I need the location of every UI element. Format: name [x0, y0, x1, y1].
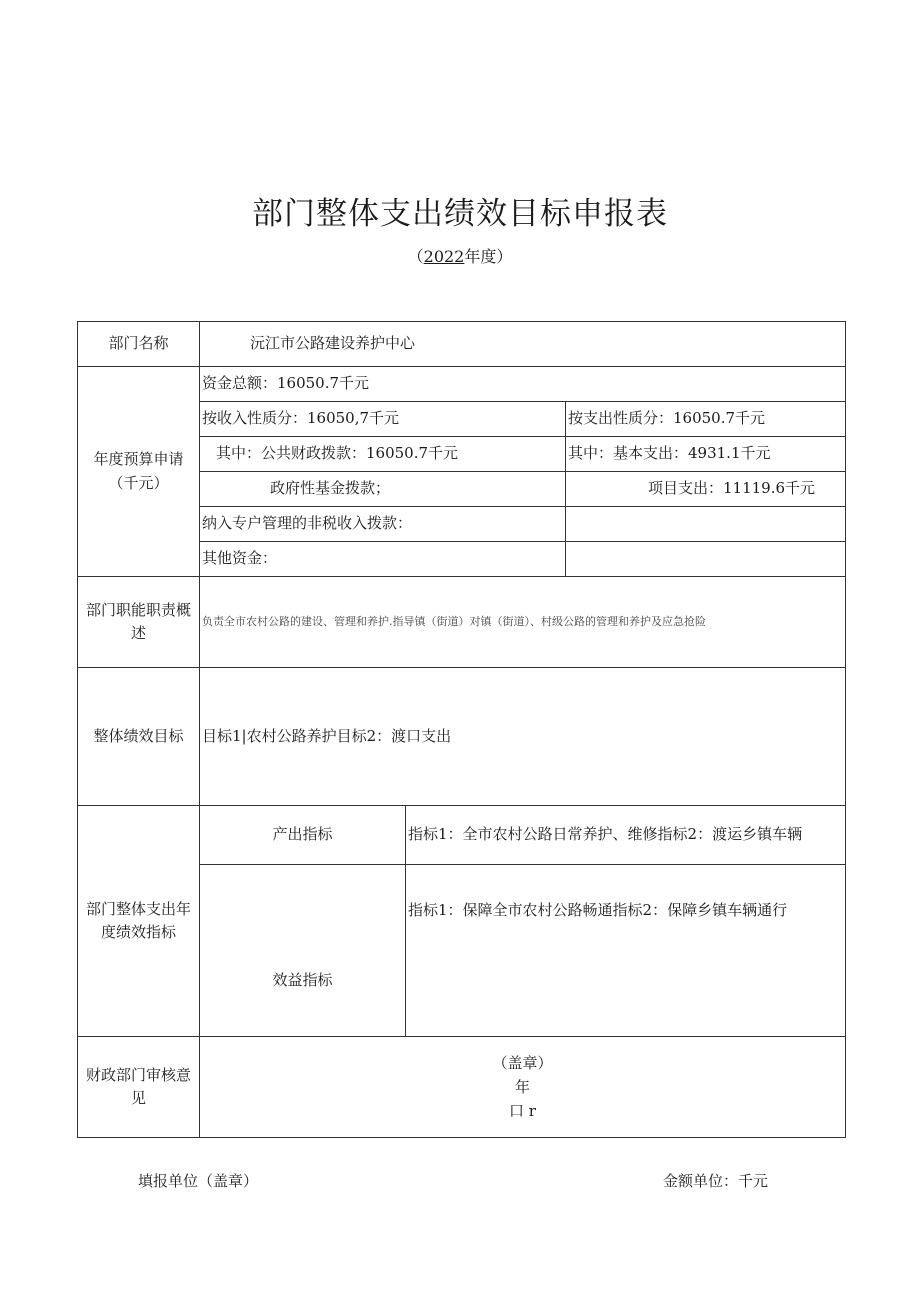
review-date: 口 r: [509, 1102, 536, 1120]
review-seal: （盖章）: [492, 1054, 553, 1072]
output-row: [78, 806, 846, 865]
duties-value: 负责全市农村公路的建设、管理和养护.指导镇（街道）对镇（街道）、村级公路的管理和养护及应急抢险: [200, 577, 846, 668]
budget-public-finance: 其中：公共财政拨款：16050.7千元: [200, 437, 566, 472]
goal-value: 目标1|农村公路养护目标2：渡口支出: [200, 668, 846, 806]
form-year: [0, 244, 920, 267]
budget-total: 资金总额：16050.7千元: [200, 367, 846, 402]
budget-other: 其他资金：: [200, 542, 566, 577]
budget-non-tax-blank: [566, 507, 846, 542]
goal-row: [78, 668, 846, 806]
budget-by-income: 按收入性质分：16050,7千元: [200, 402, 566, 437]
budget-label: 年度预算申请（千元）: [78, 367, 200, 577]
duties-label: 部门职能职责概述: [78, 577, 200, 668]
year-open: （: [407, 247, 424, 266]
performance-form-table: [77, 321, 846, 1138]
review-cell: [200, 1037, 846, 1138]
dept-row: [78, 322, 846, 367]
budget-gov-fund: 政府性基金拨款；: [200, 472, 566, 507]
output-value: 指标1：全市农村公路日常养护、维修指标2：渡运乡镇车辆: [406, 806, 846, 865]
footer-filling-unit: 填报单位（盖章）: [138, 1172, 259, 1190]
indicators-label: 部门整体支出年度绩效指标: [78, 806, 200, 1037]
duties-row: [78, 577, 846, 668]
budget-other-blank: [566, 542, 846, 577]
budget-non-tax: 纳入专户管理的非税收入拨款：: [200, 507, 566, 542]
output-label: 产出指标: [200, 806, 406, 865]
dept-value: 沅江市公路建设养护中心: [200, 322, 846, 367]
footer-amount-unit: 金额单位：千元: [663, 1172, 769, 1190]
review-year: 年: [515, 1078, 531, 1096]
budget-total-row: [78, 367, 846, 402]
budget-project-expense: 项目支出：11119.6千元: [566, 472, 846, 507]
goal-label: 整体绩效目标: [78, 668, 200, 806]
dept-label: 部门名称: [78, 322, 200, 367]
year-value: 2022: [423, 247, 465, 266]
year-suffix: 年度）: [464, 247, 513, 266]
benefit-value: 指标1：保障全市农村公路畅通指标2：保障乡镇车辆通行: [406, 865, 846, 1037]
form-title: 部门整体支出绩效目标申报表: [252, 196, 668, 232]
review-label: 财政部门审核意见: [78, 1037, 200, 1138]
benefit-label: 效益指标: [200, 865, 406, 1037]
budget-basic-expense: 其中：基本支出：4931.1千元: [566, 437, 846, 472]
review-row: [78, 1037, 846, 1138]
budget-by-expense: 按支出性质分：16050.7千元: [566, 402, 846, 437]
